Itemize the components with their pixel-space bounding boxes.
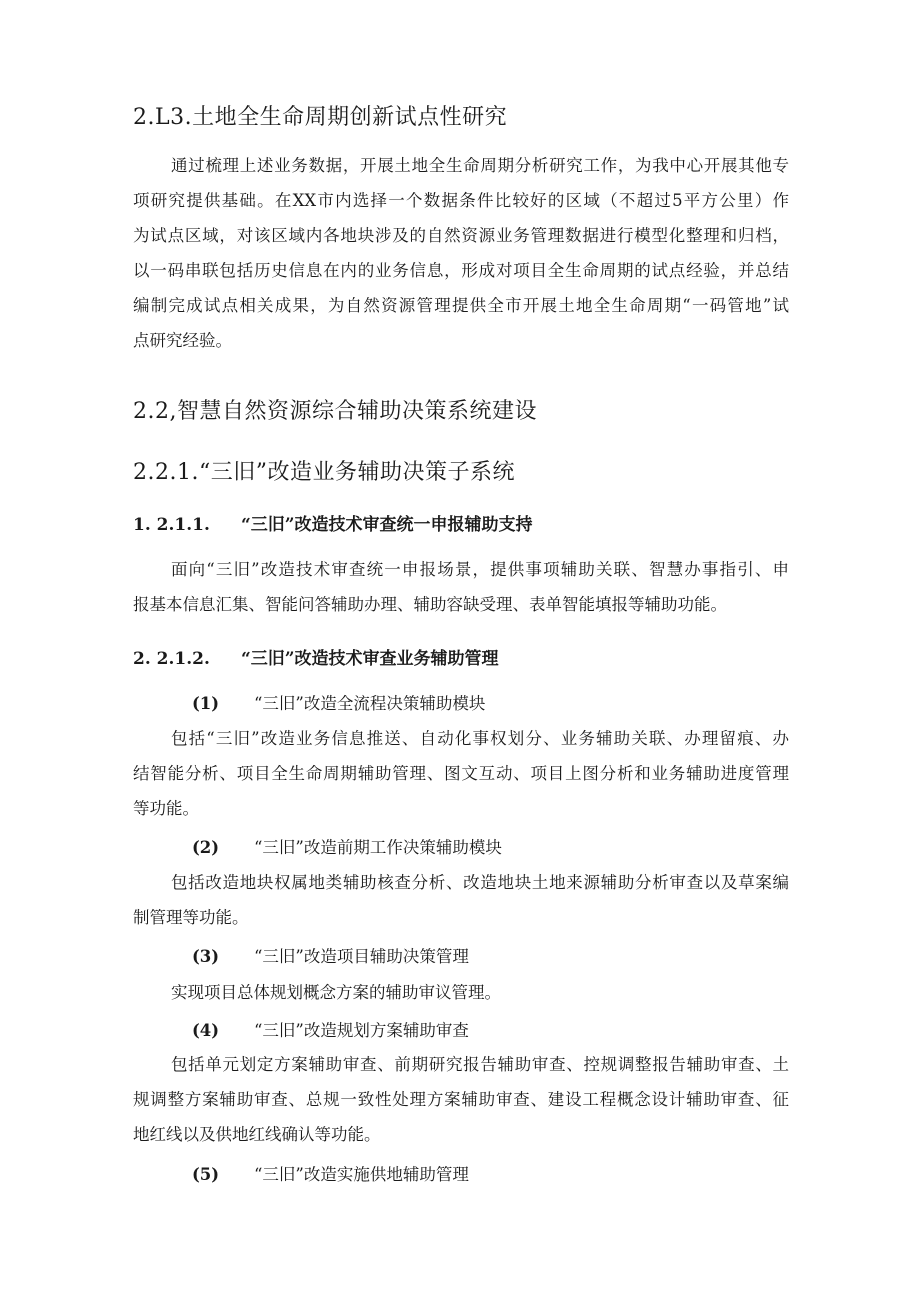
text-line: 地红线以及供地红线确认等功能。: [133, 1125, 381, 1144]
heading-number: 2. 2.1.2.: [133, 649, 210, 669]
heading-2-2: 2.2,智慧自然资源综合辅助决策系统建设: [133, 399, 537, 424]
text-line: 为试点区域，对该区域内各地块涉及的自然资源业务管理数据进行模型化整理和归档，: [133, 226, 789, 245]
text-line: 点研究经验。: [133, 331, 232, 350]
item-title: “三旧”改造前期工作决策辅助模块: [254, 838, 502, 857]
heading-2-1-1: [133, 510, 533, 535]
text-line: 包括改造地块权属地类辅助核查分析、改造地块土地来源辅助分析审查以及草案编: [171, 873, 789, 892]
item-2-paragraph: [133, 865, 789, 935]
item-4-heading: [192, 1017, 469, 1041]
text-line: 以一码串联包括历史信息在内的业务信息，形成对项目全生命周期的试点经验，并总结: [133, 261, 789, 280]
item-3-paragraph: [133, 975, 789, 1010]
item-5-heading: [192, 1161, 469, 1185]
item-number: (3): [192, 947, 220, 966]
item-3-heading: [192, 943, 469, 967]
item-number: (5): [192, 1165, 220, 1184]
text-line: 报基本信息汇集、智能问答辅助办理、辅助容缺受理、表单智能填报等辅助功能。: [133, 595, 727, 614]
heading-text: “三旧”改造技术审查统一申报辅助支持: [241, 515, 533, 535]
text-line: 编制完成试点相关成果，为自然资源管理提供全市开展土地全生命周期“一码管地”试: [133, 296, 789, 315]
text-line: 规调整方案辅助审查、总规一致性处理方案辅助审查、建设工程概念设计辅助审查、征: [133, 1090, 789, 1109]
text-line: 通过梳理上述业务数据，开展土地全生命周期分析研究工作，为我中心开展其他专: [171, 156, 789, 175]
text-line: 包括“三旧”改造业务信息推送、自动化事权划分、业务辅助关联、办理留痕、办: [171, 729, 789, 748]
item-1-paragraph: [133, 721, 789, 826]
text-line: 结智能分析、项目全生命周期辅助管理、图文互动、项目上图分析和业务辅助进度管理: [133, 764, 789, 783]
item-title: “三旧”改造项目辅助决策管理: [254, 947, 469, 966]
paragraph-2-1-1: [133, 552, 789, 622]
heading-2-2-1: 2.2.1.“三旧”改造业务辅助决策子系统: [133, 460, 515, 485]
item-title: “三旧”改造规划方案辅助审查: [254, 1021, 469, 1040]
item-title: “三旧”改造全流程决策辅助模块: [254, 694, 486, 713]
item-title: “三旧”改造实施供地辅助管理: [254, 1165, 469, 1184]
item-number: (4): [192, 1021, 220, 1040]
text-line: 面向“三旧”改造技术审查统一申报场景，提供事项辅助关联、智慧办事指引、申: [171, 560, 789, 579]
text-line: 项研究提供基础。在XX市内选择一个数据条件比较好的区域（不超过5平方公里）作: [133, 191, 789, 210]
item-number: (1): [192, 694, 220, 713]
item-number: (2): [192, 838, 220, 857]
heading-2-1-2: [133, 644, 499, 669]
item-4-paragraph: [133, 1047, 789, 1152]
text-line: 实现项目总体规划概念方案的辅助审议管理。: [171, 983, 501, 1002]
heading-text: “三旧”改造技术审查业务辅助管理: [241, 649, 499, 669]
heading-number: 1. 2.1.1.: [133, 515, 210, 535]
item-1-heading: [192, 690, 485, 714]
text-line: 等功能。: [133, 799, 199, 818]
item-2-heading: [192, 834, 502, 858]
paragraph-2-1-3: [133, 148, 789, 358]
heading-2-1-3: 2.L3.土地全生命周期创新试点性研究: [133, 105, 508, 130]
text-line: 包括单元划定方案辅助审查、前期研究报告辅助审查、控规调整报告辅助审查、土: [171, 1055, 789, 1074]
text-line: 制管理等功能。: [133, 908, 249, 927]
